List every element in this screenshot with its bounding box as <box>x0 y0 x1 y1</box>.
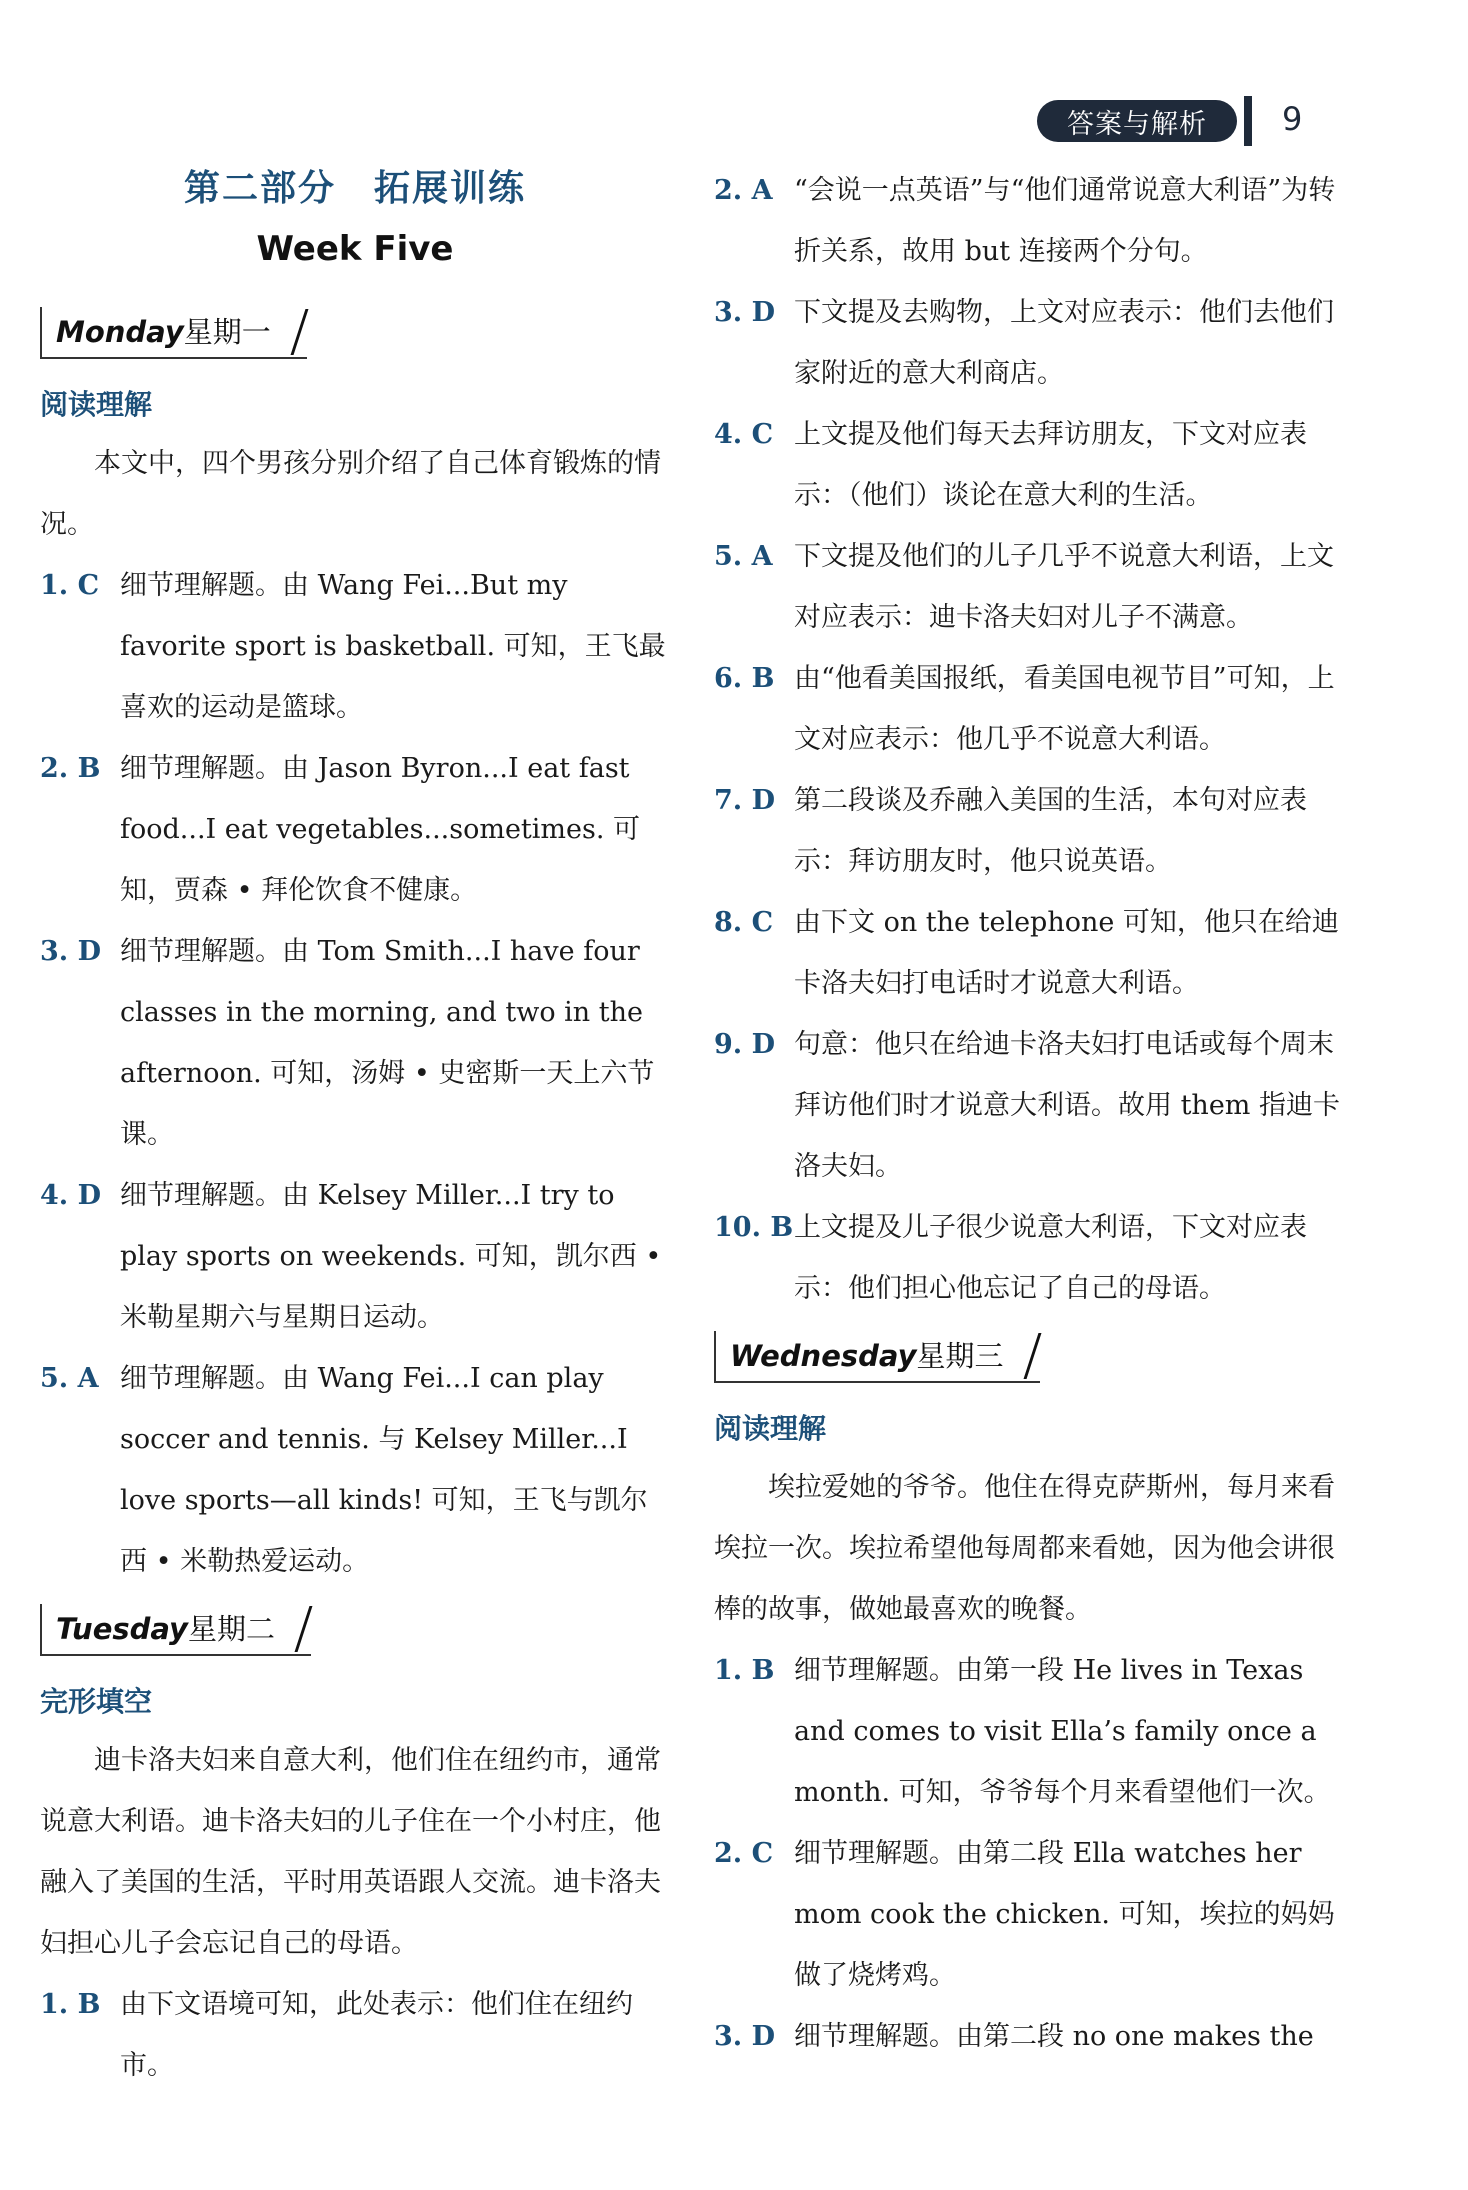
page-number: 9 <box>1282 100 1303 138</box>
answer-key: 1. C <box>40 570 100 601</box>
answer-item <box>714 160 1344 282</box>
week-title: Week Five <box>256 229 454 269</box>
answer-item <box>714 648 1344 770</box>
answer-key: 2. C <box>714 1838 774 1869</box>
answer-explanation: “会说一点英语”与“他们通常说意大利语”为转折关系，故用 but 连接两个分句。 <box>794 175 1336 267</box>
tuesday-label-en: Tuesday <box>56 1612 188 1646</box>
answer-explanation: 由下文语境可知，此处表示：他们住在纽约市。 <box>120 1989 633 2081</box>
answer-item <box>714 1823 1344 2006</box>
wednesday-tab <box>714 1331 1040 1383</box>
answer-key: 2. B <box>40 753 101 784</box>
answer-key: 1. B <box>714 1655 775 1686</box>
answer-key: 7. D <box>714 785 776 816</box>
answer-item <box>714 1014 1344 1197</box>
answer-key: 5. A <box>714 541 773 572</box>
answer-explanation: 上文提及他们每天去拜访朋友，下文对应表示：（他们）谈论在意大利的生活。 <box>794 419 1307 511</box>
answer-item <box>714 770 1344 892</box>
monday-label-en: Monday <box>56 315 184 349</box>
wednesday-label-cn: 星期三 <box>916 1339 1004 1373</box>
tab-slash <box>284 309 308 355</box>
monday-category: 阅读理解 <box>40 388 153 421</box>
answer-explanation: 细节理解题。由 Jason Byron...I eat fast food...I eat vegetables...sometimes. 可知，贾森 • 拜伦饮食不健康。 <box>120 753 641 906</box>
answer-key: 4. D <box>40 1180 102 1211</box>
answer-explanation: 上文提及儿子很少说意大利语，下文对应表示：他们担心他忘记了自己的母语。 <box>794 1212 1307 1304</box>
section-header-tab: 答案与解析 <box>1037 100 1237 142</box>
tuesday-category: 完形填空 <box>40 1685 153 1718</box>
answer-item <box>40 1974 670 2096</box>
tuesday-intro: 迪卡洛夫妇来自意大利，他们住在纽约市，通常说意大利语。迪卡洛夫妇的儿子住在一个小村庄，他融入了美国的生活，平时用英语跟人交流。迪卡洛夫妇担心儿子会忘记自己的母语。 <box>40 1745 661 1959</box>
answer-key: 4. C <box>714 419 774 450</box>
answer-key: 8. C <box>714 907 774 938</box>
header-divider <box>1244 96 1252 146</box>
answer-item <box>714 404 1344 526</box>
monday-label-cn: 星期一 <box>183 315 271 349</box>
answer-key: 3. D <box>714 2021 776 2052</box>
answer-key: 1. B <box>40 1989 101 2020</box>
answer-explanation: 由下文 on the telephone 可知，他只在给迪卡洛夫妇打电话时才说意大利语。 <box>794 907 1339 999</box>
answer-explanation: 细节理解题。由第一段 He lives in Texas and comes to visit Ella’s family once a month. 可知，爷爷每个月来看望他们一次。 <box>794 1655 1331 1808</box>
monday-intro: 本文中，四个男孩分别介绍了自己体育锻炼的情况。 <box>40 448 661 540</box>
answer-explanation: 细节理解题。由 Kelsey Miller...I try to play sports on weekends. 可知，凯尔西 • 米勒星期六与星期日运动。 <box>120 1180 662 1333</box>
answer-item <box>40 921 670 1165</box>
answer-item <box>40 1165 670 1348</box>
wednesday-category: 阅读理解 <box>714 1412 827 1445</box>
answer-key: 5. A <box>40 1363 99 1394</box>
answer-item <box>714 1197 1344 1319</box>
answer-key: 9. D <box>714 1029 776 1060</box>
tab-slash <box>1017 1333 1041 1379</box>
answer-explanation: 由“他看美国报纸，看美国电视节目”可知，上文对应表示：他几乎不说意大利语。 <box>794 663 1335 755</box>
answer-explanation: 句意：他只在给迪卡洛夫妇打电话或每个周末拜访他们时才说意大利语。故用 them 指迪卡洛夫妇。 <box>794 1029 1340 1182</box>
answer-item <box>40 738 670 921</box>
section-title: 第二部分 拓展训练 <box>183 168 526 209</box>
answer-item <box>714 526 1344 648</box>
answer-key: 10. B <box>714 1212 794 1243</box>
wednesday-intro: 埃拉爱她的爷爷。他住在得克萨斯州，每月来看埃拉一次。埃拉希望他每周都来看她，因为他会讲很棒的故事，做她最喜欢的晚餐。 <box>714 1472 1335 1625</box>
answer-explanation: 细节理解题。由 Wang Fei...But my favorite sport is basketball. 可知，王飞最喜欢的运动是篮球。 <box>120 570 666 723</box>
answer-key: 2. A <box>714 175 773 206</box>
tab-slash <box>289 1606 313 1652</box>
tuesday-answers-continued <box>714 160 1344 1319</box>
answer-explanation: 细节理解题。由 Wang Fei...I can play soccer and tennis. 与 Kelsey Miller...I love sports—all kinds! 可知，王飞与凯尔西 • 米勒热爱运动。 <box>120 1363 648 1577</box>
answer-item <box>714 1640 1344 1823</box>
answer-explanation: 下文提及去购物，上文对应表示：他们去他们家附近的意大利商店。 <box>794 297 1334 389</box>
answer-explanation: 细节理解题。由第二段 Ella watches her mom cook the chicken. 可知，埃拉的妈妈做了烧烤鸡。 <box>794 1838 1335 1991</box>
tuesday-label-cn: 星期二 <box>187 1612 275 1646</box>
answer-item <box>40 555 670 738</box>
left-column <box>40 160 670 2096</box>
answer-item <box>714 282 1344 404</box>
answer-key: 3. D <box>714 297 776 328</box>
answer-explanation: 下文提及他们的儿子几乎不说意大利语，上文对应表示：迪卡洛夫妇对儿子不满意。 <box>794 541 1334 633</box>
monday-tab <box>40 307 307 359</box>
answer-key: 3. D <box>40 936 102 967</box>
wednesday-label-en: Wednesday <box>730 1339 917 1373</box>
answer-item <box>40 1348 670 1592</box>
answer-item <box>714 892 1344 1014</box>
wednesday-answers <box>714 1640 1344 2067</box>
answer-key: 6. B <box>714 663 775 694</box>
right-column <box>714 160 1344 2067</box>
answer-item <box>714 2006 1344 2067</box>
answer-explanation: 细节理解题。由 Tom Smith...I have four classes in the morning, and two in the afternoon. 可知，汤姆 • 史密斯一天上六节课。 <box>120 936 655 1150</box>
tuesday-tab <box>40 1604 311 1656</box>
answer-explanation: 第二段谈及乔融入美国的生活，本句对应表示：拜访朋友时，他只说英语。 <box>794 785 1307 877</box>
answer-explanation: 细节理解题。由第二段 no one makes the <box>794 2021 1314 2052</box>
monday-answers <box>40 555 670 1592</box>
